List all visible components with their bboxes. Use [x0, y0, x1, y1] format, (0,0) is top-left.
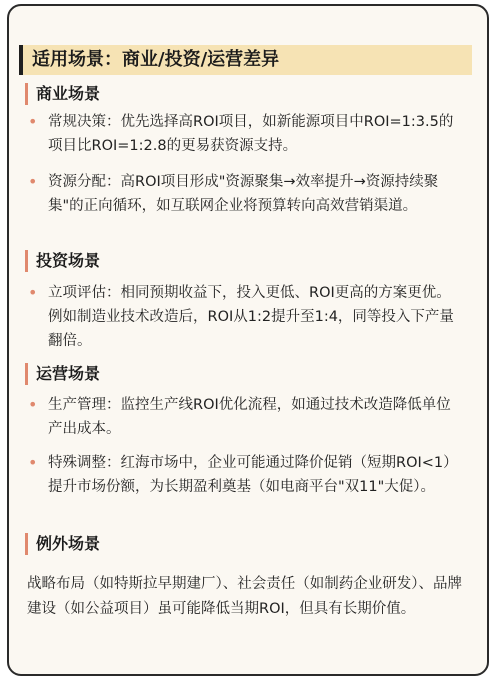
list-item-text: 立项评估：相同预期收益下，投入更低、ROI更高的方案更优。例如制造业技术改造后，ROI从1:2提升至1:4，同等投入下产量翻倍。 [48, 285, 454, 349]
bullet-dot-icon: • [28, 453, 38, 472]
list-item [28, 281, 458, 353]
list-item-text: 生产管理：监控生产线ROI优化流程，如通过技术改造降低单位产出成本。 [48, 397, 451, 437]
list-item-text: 特殊调整：红海市场中，企业可能通过降价促销（短期ROI<1）提升市场份额，为长期盈利奠基（如电商平台"双11"大促）。 [48, 455, 458, 495]
section-heading-business: 商业场景 [25, 83, 100, 105]
list-item [28, 451, 458, 499]
page-title: 适用场景：商业/投资/运营差异 [19, 45, 472, 75]
bullet-dot-icon: • [28, 283, 38, 302]
section-heading-exceptions: 例外场景 [25, 533, 100, 555]
bullet-dot-icon: • [28, 112, 38, 131]
bullet-dot-icon: • [28, 172, 38, 191]
list-item [28, 170, 458, 218]
section-heading-operations: 运营场景 [25, 363, 100, 385]
section-heading-investment: 投资场景 [25, 250, 100, 272]
bullet-dot-icon: • [28, 395, 38, 414]
exception-paragraph: 战略布局（如特斯拉早期建厂）、社会责任（如制药企业研发）、品牌建设（如公益项目）虽可能降低当期ROI，但具有长期价值。 [27, 576, 462, 617]
list-item-text: 资源分配：高ROI项目形成"资源聚集→效率提升→资源持续聚集"的正向循环，如互联网企业将预算转向高效营销渠道。 [48, 174, 439, 214]
list-item [28, 110, 458, 158]
list-item-text: 常规决策：优先选择高ROI项目，如新能源项目中ROI=1:3.5的项目比ROI=1:2.8的更易获资源支持。 [48, 114, 454, 154]
list-item [28, 393, 458, 441]
